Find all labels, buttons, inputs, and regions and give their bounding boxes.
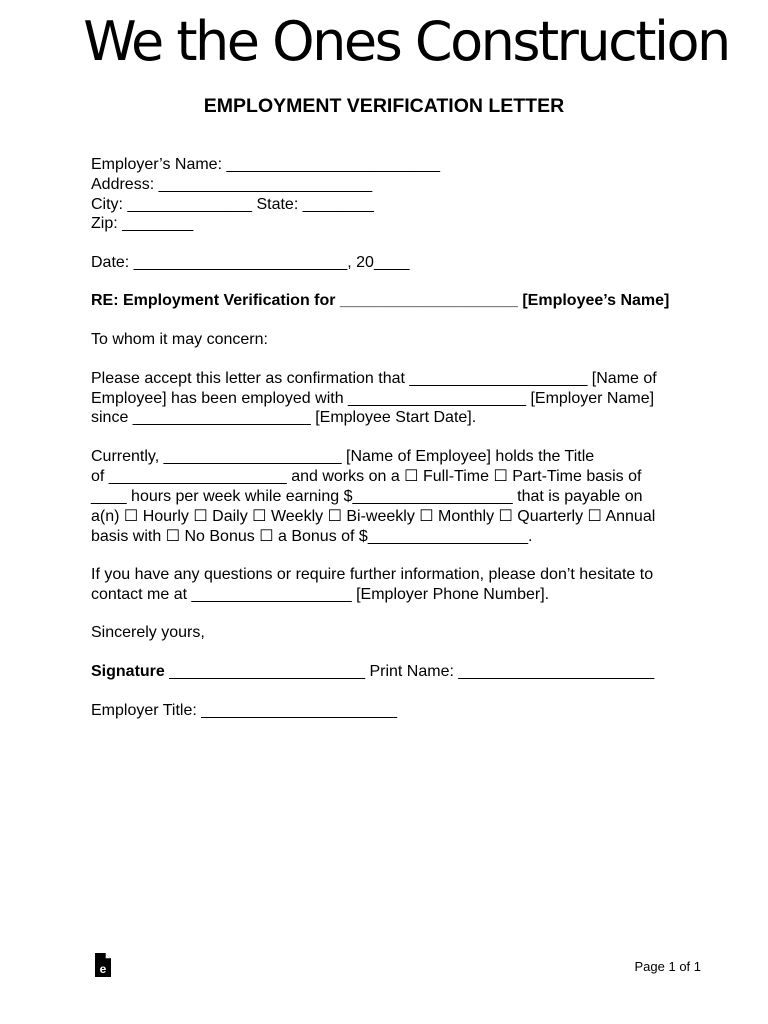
zip-line: Zip: ________: [91, 215, 194, 232]
paragraph-1-line-1: Please accept this letter as confirmation that ____________________ [Name of: [91, 370, 657, 387]
employer-name-line: Employer’s Name: ________________________: [91, 156, 441, 173]
company-name: We the Ones Construction: [83, 10, 729, 73]
svg-text:e: e: [99, 962, 107, 976]
salutation: To whom it may concern:: [91, 331, 268, 348]
paragraph-2-line-3: ____ hours per week while earning $__________________ that is payable on: [91, 488, 643, 505]
page-number: Page 1 of 1: [634, 959, 701, 974]
closing: Sincerely yours,: [91, 624, 205, 641]
re-line: RE: Employment Verification for ____________________ [Employee’s Name]: [91, 292, 670, 309]
paragraph-1-line-2: Employee] has been employed with ____________________ [Employer Name]: [91, 390, 655, 407]
city-state-line: City: ______________ State: ________: [91, 196, 374, 213]
paragraph-1-line-3: since ____________________ [Employee Start Date].: [91, 409, 477, 426]
signature-print-name-fields: ______________________ Print Name: ______________________: [164, 663, 655, 680]
paragraph-2-line-1: Currently, ____________________ [Name of Employee] holds the Title: [91, 448, 595, 465]
eforms-logo-icon: [93, 952, 113, 978]
paragraph-2-line-2: of ____________________ and works on a ☐ Full-Time ☐ Part-Time basis of: [91, 468, 642, 485]
signature-line: [91, 662, 654, 682]
employer-title-line: Employer Title: ______________________: [91, 702, 398, 719]
paragraph-3-line-2: contact me at __________________ [Employer Phone Number].: [91, 586, 550, 603]
paragraph-3-line-1: If you have any questions or require further information, please don’t hesitate to: [91, 566, 654, 583]
paragraph-2-line-4: a(n) ☐ Hourly ☐ Daily ☐ Weekly ☐ Bi-weekly ☐ Monthly ☐ Quarterly ☐ Annual: [91, 508, 656, 525]
date-line: Date: ________________________, 20____: [91, 254, 410, 271]
document-title: EMPLOYMENT VERIFICATION LETTER: [203, 95, 565, 117]
signature-label: Signature: [91, 663, 165, 680]
address-line: Address: ________________________: [91, 176, 373, 193]
paragraph-2-line-5: basis with ☐ No Bonus ☐ a Bonus of $__________________.: [91, 528, 533, 545]
